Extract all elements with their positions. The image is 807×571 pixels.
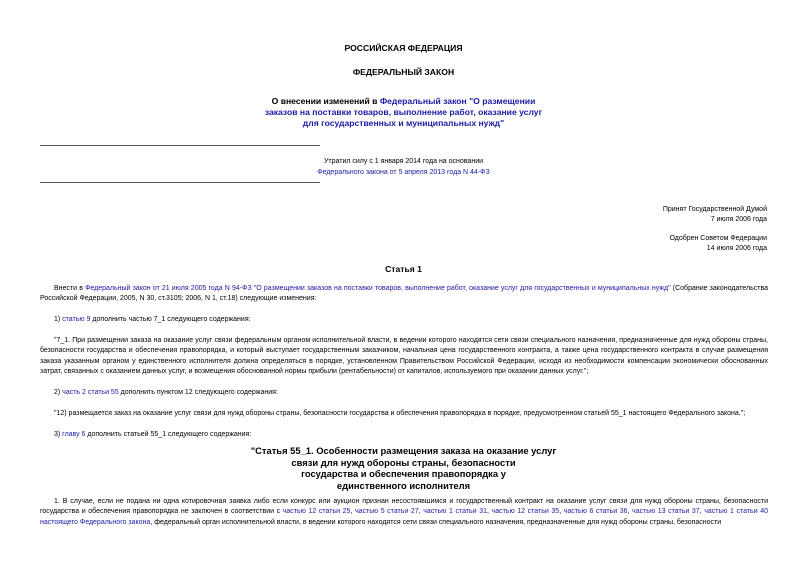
council-approval-line2: 14 июля 2006 года <box>706 244 767 252</box>
part-1-article-40-link[interactable]: частью 1 статьи 40 настоящего Федерального закона <box>40 508 768 526</box>
amendment-item-3 <box>40 430 768 440</box>
separator: , <box>559 508 564 516</box>
item-text: дополнить пунктом 12 следующего содержания: <box>118 389 278 396</box>
council-approval-line1: Одобрен Советом Федерации <box>669 235 767 242</box>
item-number: 1) <box>54 316 63 323</box>
item-number: 2) <box>54 389 63 396</box>
repeal-status-text: Утратил силу с 1 января 2014 года на основании <box>323 158 484 165</box>
duma-adoption-line1: Принят Государственной Думой <box>662 206 767 213</box>
separator: , <box>699 508 705 516</box>
chapter-6-link[interactable]: главу 6 <box>62 431 86 438</box>
separator: , <box>627 508 633 516</box>
separator: , <box>350 508 355 516</box>
part-5-article-27-link[interactable]: частью 5 статьи 27 <box>354 508 419 516</box>
law-title-link-line2[interactable]: заказов на поставки товаров, выполнение работ, оказание услуг <box>264 106 543 117</box>
article-55-1-heading <box>0 445 807 491</box>
law-type-heading: ФЕДЕРАЛЬНЫЙ ЗАКОН <box>352 67 455 77</box>
paragraph-text: 1. В случае, если не подана ни одна котировочная заявка либо если конкурс или аукцион признан несостоявшимся и государственный контракт на оказание услуг связи для нужд обороны страны, безопасности государства и обеспечения правопорядка не заключен в соответствии с <box>40 498 768 516</box>
article-55-1-heading-line3: государства и обеспечения правопорядка у <box>301 468 506 480</box>
paragraph-text: , федеральный орган исполнительной власти, в ведении которого находятся сети связи специального назначения, предназначенные для нужд обороны страны, безопасности <box>150 518 722 526</box>
article-55-1-paragraph-1 <box>40 497 768 528</box>
repeal-status <box>160 156 647 178</box>
law-title <box>0 96 807 128</box>
amendment-item-1 <box>40 315 768 325</box>
article-55-1-heading-line2: связи для нужд обороны страны, безопасности <box>291 456 516 468</box>
intro-pre: Внести в <box>54 285 86 292</box>
item-number: 3) <box>54 431 63 438</box>
divider-rule <box>40 145 320 146</box>
amendment-item-2 <box>40 388 768 398</box>
quote-7-1: "7_1. При размещении заказа на оказание услуг связи федеральным органом исполнительной власти, в ведении которого находятся сети связи специального назначения, предназначенные для нужд обороны страны, безопасности государства и обеспечения правопорядка, и который выступает государственным заказчиком, начальная цена государственного контракта, а также цена государственного контракта в случае размещения заказа указанным органом у единственного исполнителя должна определяться в порядке, установленном Правительством Российской Федерации, исходя из необходимости компенсации экономически обоснованных затрат, связанных с оказанием данных услуг, и возмещения обоснованной нормы прибыли (рентабельности) от капиталов, используемого при оказании данных услуг."; <box>40 337 768 376</box>
council-approval <box>669 234 767 253</box>
separator: , <box>418 508 424 516</box>
quote-12: "12) размещается заказ на оказание услуг связи для нужд обороны страны, безопасности государства и обеспечения правопорядка в порядке, предусмотренном статьей 55_1 настоящего Федерального закона."; <box>54 410 746 417</box>
law-title-link-line1[interactable]: Федеральный закон "О размещении <box>379 96 536 106</box>
article-55-1-heading-line1: "Статья 55_1. Особенности размещения заказа на оказание услуг <box>250 445 557 456</box>
item-text: дополнить частью 7_1 следующего содержания: <box>90 316 251 323</box>
separator: , <box>487 508 492 516</box>
article-1-heading: Статья 1 <box>385 264 422 274</box>
part-12-article-35-link[interactable]: частью 12 статьи 35 <box>491 508 560 516</box>
divider-rule <box>40 182 320 183</box>
country-heading: РОССИЙСКАЯ ФЕДЕРАЦИЯ <box>344 43 463 53</box>
law-title-prefix: О внесении изменений в <box>271 96 380 106</box>
repeal-law-link[interactable]: Федерального закона от 5 апреля 2013 года N 44-ФЗ <box>317 169 490 176</box>
law-94-fz-link[interactable]: Федеральный закон от 21 июля 2005 года N 94-ФЗ "О размещении заказов на поставки товаров, выполнение работ, оказание услуг для государственных и муниципальных нужд" <box>85 285 671 292</box>
part-1-article-31-link[interactable]: частью 1 статьи 31 <box>423 508 487 516</box>
part-12-article-25-link[interactable]: частью 12 статьи 25 <box>282 508 351 516</box>
article-55-1-heading-line4: единственного исполнителя <box>336 479 471 491</box>
intro-post: (Собрание законодательства Российской Федерации, 2005, N 30, ст.3105; 2006, N 1, ст.18) следующие изменения: <box>40 285 768 303</box>
law-title-link-line3[interactable]: для государственных и муниципальных нужд" <box>302 117 505 128</box>
article-1-intro <box>40 284 768 305</box>
duma-adoption-line2: 7 июля 2006 года <box>710 215 767 223</box>
part-6-article-36-link[interactable]: частью 6 статьи 36 <box>563 508 628 516</box>
item-text: дополнить статьей 55_1 следующего содержания: <box>85 431 252 438</box>
part-2-article-55-link[interactable]: часть 2 статьи 55 <box>62 389 119 396</box>
duma-adoption <box>663 205 767 224</box>
article-9-link[interactable]: статью 9 <box>62 316 91 323</box>
part-13-article-37-link[interactable]: частью 13 статьи 37 <box>632 508 700 516</box>
